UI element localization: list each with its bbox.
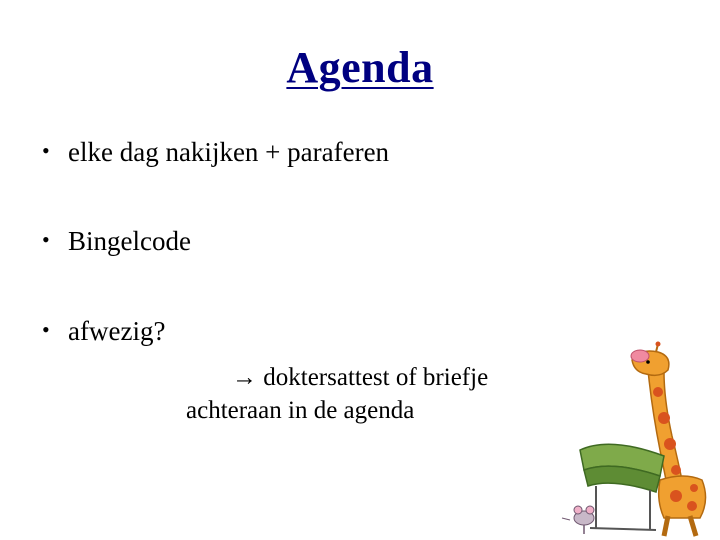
giraffe-at-school-desk-icon (560, 340, 720, 540)
bullet-symbol: • (42, 227, 50, 252)
bullet-text: Bingelcode (68, 226, 191, 256)
title-text: Agenda (286, 43, 434, 92)
sub-note-line-2 (186, 397, 414, 425)
bullet-item-3 (42, 316, 165, 347)
arrow-right-icon: → (232, 364, 257, 391)
sub-note-text-2: achteraan in de agenda (186, 397, 415, 424)
bullet-item-2 (42, 226, 191, 257)
sub-note-line-1 (232, 364, 488, 392)
bullet-text: elke dag nakijken + paraferen (68, 137, 390, 167)
bullet-symbol: • (42, 138, 50, 163)
slide-title (0, 42, 720, 93)
bullet-item-1 (42, 137, 389, 168)
sub-note-text-1: doktersattest of briefje (263, 364, 489, 391)
bullet-symbol: • (42, 317, 50, 342)
bullet-text: afwezig? (68, 316, 166, 346)
